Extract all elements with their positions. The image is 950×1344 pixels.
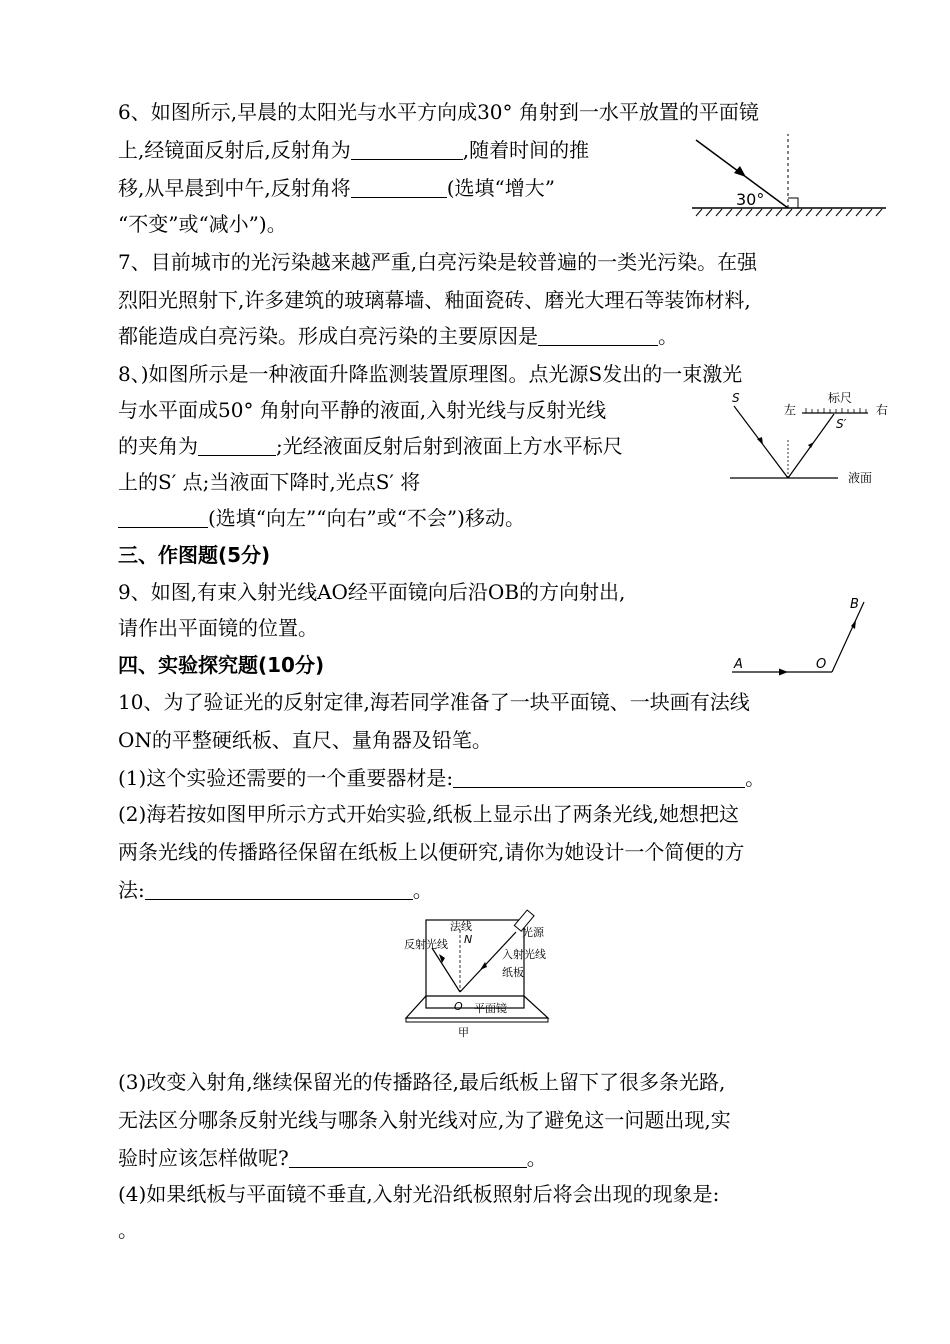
q10-part-3-line-2: 无法区分哪条反射光线与哪条入射光线对应,为了避免这一问题出现,实: [118, 1108, 731, 1132]
section-4-heading: 四、实验探究题(10分): [118, 653, 325, 677]
q6-line-4: “不变”或“减小”)。: [118, 212, 287, 236]
q10-part-3-line-1: (3)改变入射角,继续保留光的传播路径,最后纸板上留下了很多条光路,: [118, 1070, 726, 1094]
answer-blank[interactable]: [453, 765, 745, 788]
q10-part-4-line-1: (4)如果纸板与平面镜不垂直,入射光沿纸板照射后将会出现的现象是:: [118, 1182, 720, 1206]
q6-mirror-figure: [688, 132, 892, 218]
q8-line-1: 8、)如图所示是一种液面升降监测装置原理图。点光源S发出的一束激光: [118, 362, 743, 386]
board-label: 纸板: [502, 966, 524, 979]
light-source-label: S: [732, 391, 740, 405]
mirror-label: 平面镜: [474, 1002, 507, 1015]
point-a-label: A: [734, 657, 743, 672]
q6-line-2: 上,经镜面反射后,反射角为 ,随着时间的推: [118, 138, 590, 162]
q9-line-2: 请作出平面镜的位置。: [118, 616, 318, 640]
q10-line-1: 10、为了验证光的反射定律,海若同学准备了一块平面镜、一块画有法线: [118, 690, 750, 714]
q10-part-2-line-3: 法: 。: [118, 878, 433, 902]
point-o-label: O: [816, 657, 827, 672]
answer-blank[interactable]: [351, 175, 447, 198]
right-label: 右: [876, 403, 889, 417]
q9-line-1: 9、如图,有束入射光线AO经平面镜向后沿OB的方向射出,: [118, 580, 626, 604]
reflected-ray-label: 反射光线: [404, 938, 448, 951]
q8-liquid-level-figure: [726, 388, 896, 492]
light-source-label: 光源: [522, 926, 544, 939]
left-label: 左: [784, 403, 797, 417]
q8-line-4: 上的S′ 点;当液面下降时,光点S′ 将: [118, 470, 421, 494]
figure-caption: 甲: [458, 1026, 469, 1039]
q7-line-1: 7、目前城市的光污染越来越严重,白亮污染是较普遍的一类光污染。在强: [118, 250, 758, 274]
q7-line-3: 都能造成白亮污染。形成白亮污染的主要原因是 。: [118, 324, 678, 348]
q9-ray-figure: [728, 592, 878, 680]
q10-part-4-line-2: 。: [118, 1218, 138, 1242]
normal-label: 法线: [450, 920, 472, 933]
answer-blank[interactable]: [118, 505, 208, 528]
q8-line-2: 与水平面成50° 角射向平静的液面,入射光线与反射光线: [118, 398, 607, 422]
q10-part-1: (1)这个实验还需要的一个重要器材是: 。: [118, 766, 766, 790]
section-3-heading: 三、作图题(5分): [118, 543, 271, 567]
liquid-surface-label: 液面: [848, 471, 873, 485]
q10-experiment-figure: [398, 908, 558, 1040]
q10-part-2-line-1: (2)海若按如图甲所示方式开始实验,纸板上显示出了两条光线,她想把这: [118, 802, 740, 826]
answer-blank[interactable]: [289, 1145, 527, 1168]
q10-part-3-line-3: 验时应该怎样做呢? 。: [118, 1146, 547, 1170]
q10-line-2: ON的平整硬纸板、直尺、量角器及铅笔。: [118, 728, 492, 752]
answer-blank[interactable]: [351, 137, 463, 160]
incident-ray-label: 入射光线: [502, 948, 546, 961]
ruler-label: 标尺: [828, 391, 853, 405]
q8-line-5: (选填“向左”“向右”或“不会”)移动。: [118, 504, 525, 532]
q6-line-3: 移,从早晨到中午,反射角将 (选填“增大”: [118, 176, 555, 200]
q10-part-2-line-2: 两条光线的传播路径保留在纸板上以便研究,请你为她设计一个简便的方: [118, 840, 745, 864]
q6-line-1: 6、如图所示,早晨的太阳光与水平方向成30° 角射到一水平放置的平面镜: [118, 100, 759, 124]
answer-blank[interactable]: [538, 323, 658, 346]
point-b-label: B: [850, 597, 859, 612]
point-o-label: O: [454, 1000, 463, 1013]
q6-angle-label: 30°: [736, 190, 765, 209]
q7-line-2: 烈阳光照射下,许多建筑的玻璃幕墙、釉面瓷砖、磨光大理石等装饰材料,: [118, 288, 751, 312]
light-spot-label: S′: [836, 417, 847, 431]
answer-blank[interactable]: [145, 877, 413, 900]
normal-n-label: N: [464, 933, 473, 946]
answer-blank[interactable]: [198, 433, 276, 456]
q8-line-3: 的夹角为 ;光经液面反射后射到液面上方水平标尺: [118, 434, 623, 458]
